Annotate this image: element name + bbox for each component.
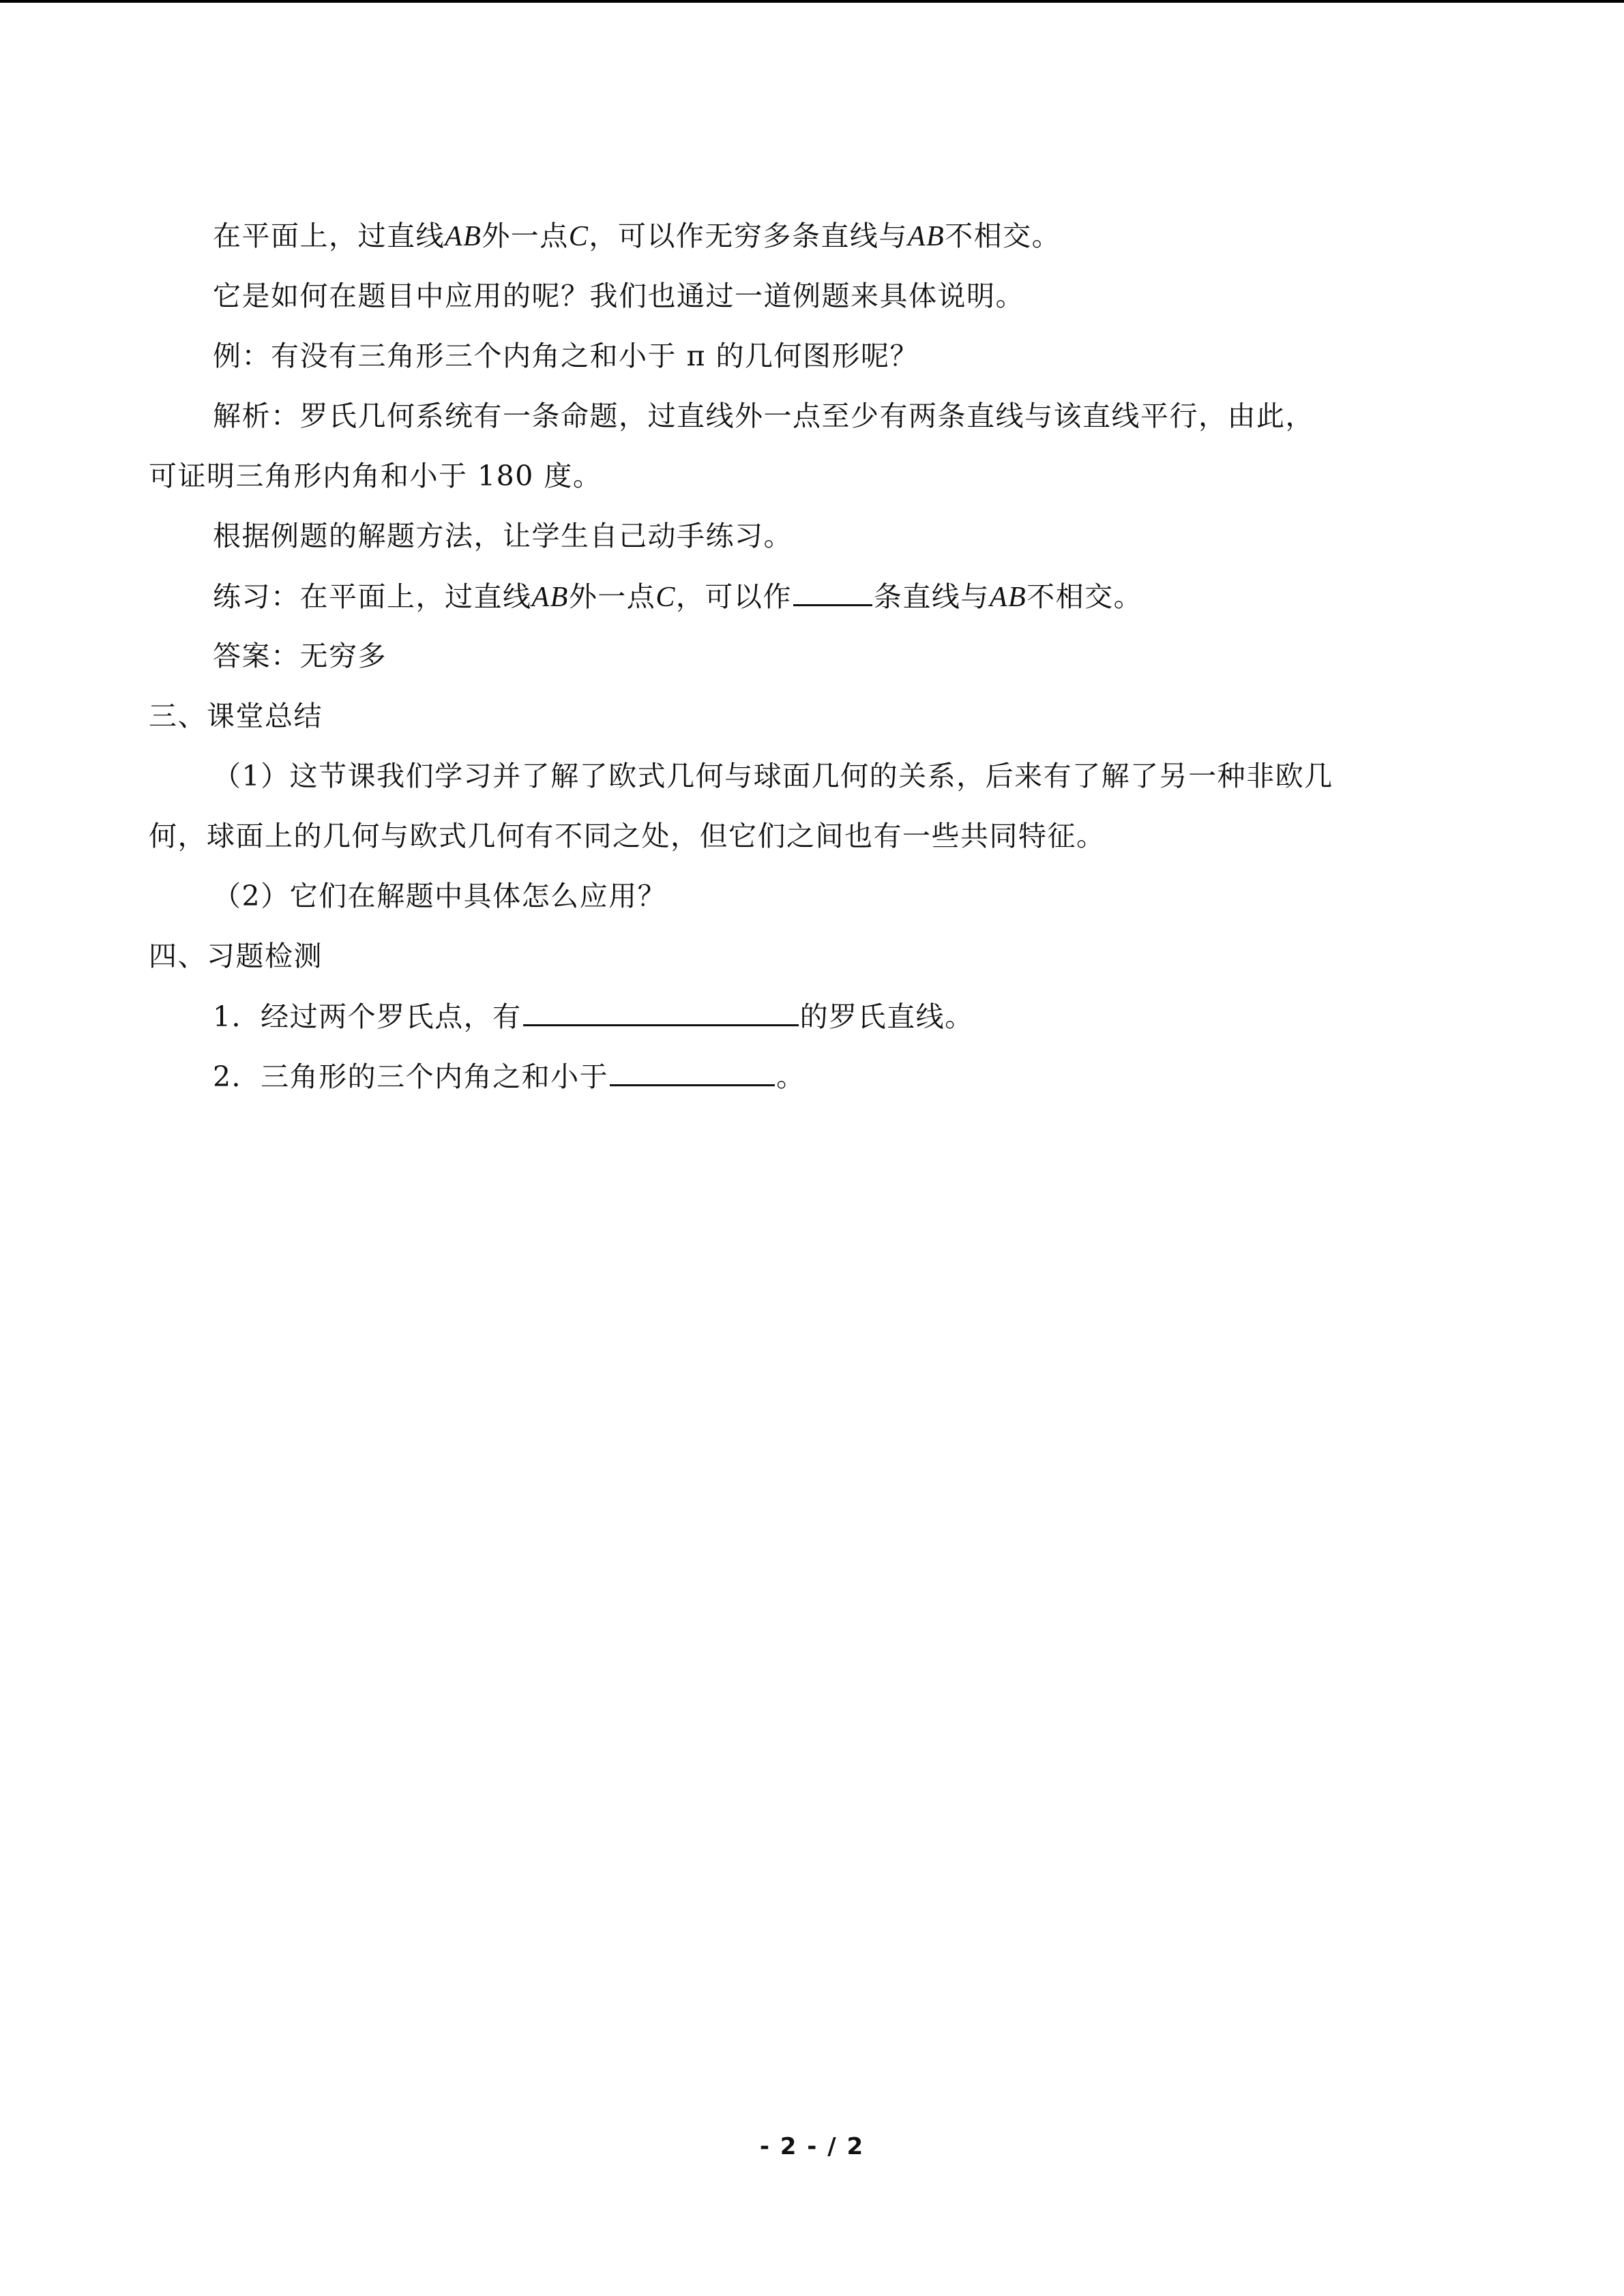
summary-item-1-continued: 何，球面上的几何与欧式几何有不同之处，但它们之间也有一些共同特征。 <box>149 820 1106 852</box>
answer-blank <box>523 997 799 1026</box>
text-run: 条直线与 <box>873 580 990 613</box>
paragraph-line <box>213 217 1061 256</box>
paragraph-line: 根据例题的解题方法，让学生自己动手练习。 <box>213 520 793 552</box>
section-heading-summary: 三、课堂总结 <box>149 700 323 732</box>
summary-item-1: （1）这节课我们学习并了解了欧式几何与球面几何的关系，后来有了解了另一种非欧几 <box>213 760 1333 792</box>
exercise-question-1 <box>213 997 974 1036</box>
text-run: 的罗氏直线。 <box>799 1000 974 1033</box>
answer-line: 答案：无穷多 <box>213 640 387 672</box>
text-run: ，可以作无穷多条直线与 <box>589 220 908 252</box>
solution-line-continued: 可证明三角形内角和小于 180 度。 <box>149 460 602 492</box>
text-run: 。 <box>776 1060 806 1093</box>
text-run: 外一点 <box>568 580 656 613</box>
answer-blank <box>793 577 872 606</box>
answer-blank <box>610 1057 775 1086</box>
math-ab: AB <box>531 582 569 613</box>
section-heading-exercises: 四、习题检测 <box>149 940 323 972</box>
example-question: 例：有没有三角形三个内角之和小于 π 的几何图形呢？ <box>213 340 919 372</box>
text-run: 2．三角形的三个内角之和小于 <box>213 1060 609 1093</box>
math-c: C <box>655 582 676 613</box>
math-ab: AB <box>445 221 482 252</box>
math-ab: AB <box>989 582 1027 613</box>
exercise-question-2 <box>213 1057 806 1096</box>
text-run: 练习：在平面上，过直线 <box>213 580 532 613</box>
summary-item-2: （2）它们在解题中具体怎么应用？ <box>213 880 667 912</box>
paragraph-line: 它是如何在题目中应用的呢？我们也通过一道例题来具体说明。 <box>213 280 1024 312</box>
text-run: 不相交。 <box>945 220 1061 252</box>
math-c: C <box>568 221 589 252</box>
exercise-line <box>213 577 1142 616</box>
text-run: 1．经过两个罗氏点，有 <box>213 1000 522 1033</box>
text-run: ，可以作 <box>675 580 792 613</box>
text-run: 外一点 <box>482 220 569 252</box>
page-number: - 2 - / 2 <box>759 2133 865 2160</box>
math-ab: AB <box>907 221 945 252</box>
text-run: 在平面上，过直线 <box>213 220 445 252</box>
solution-line: 解析：罗氏几何系统有一条命题，过直线外一点至少有两条直线与该直线平行，由此， <box>213 400 1314 432</box>
text-run: 不相交。 <box>1027 580 1143 613</box>
